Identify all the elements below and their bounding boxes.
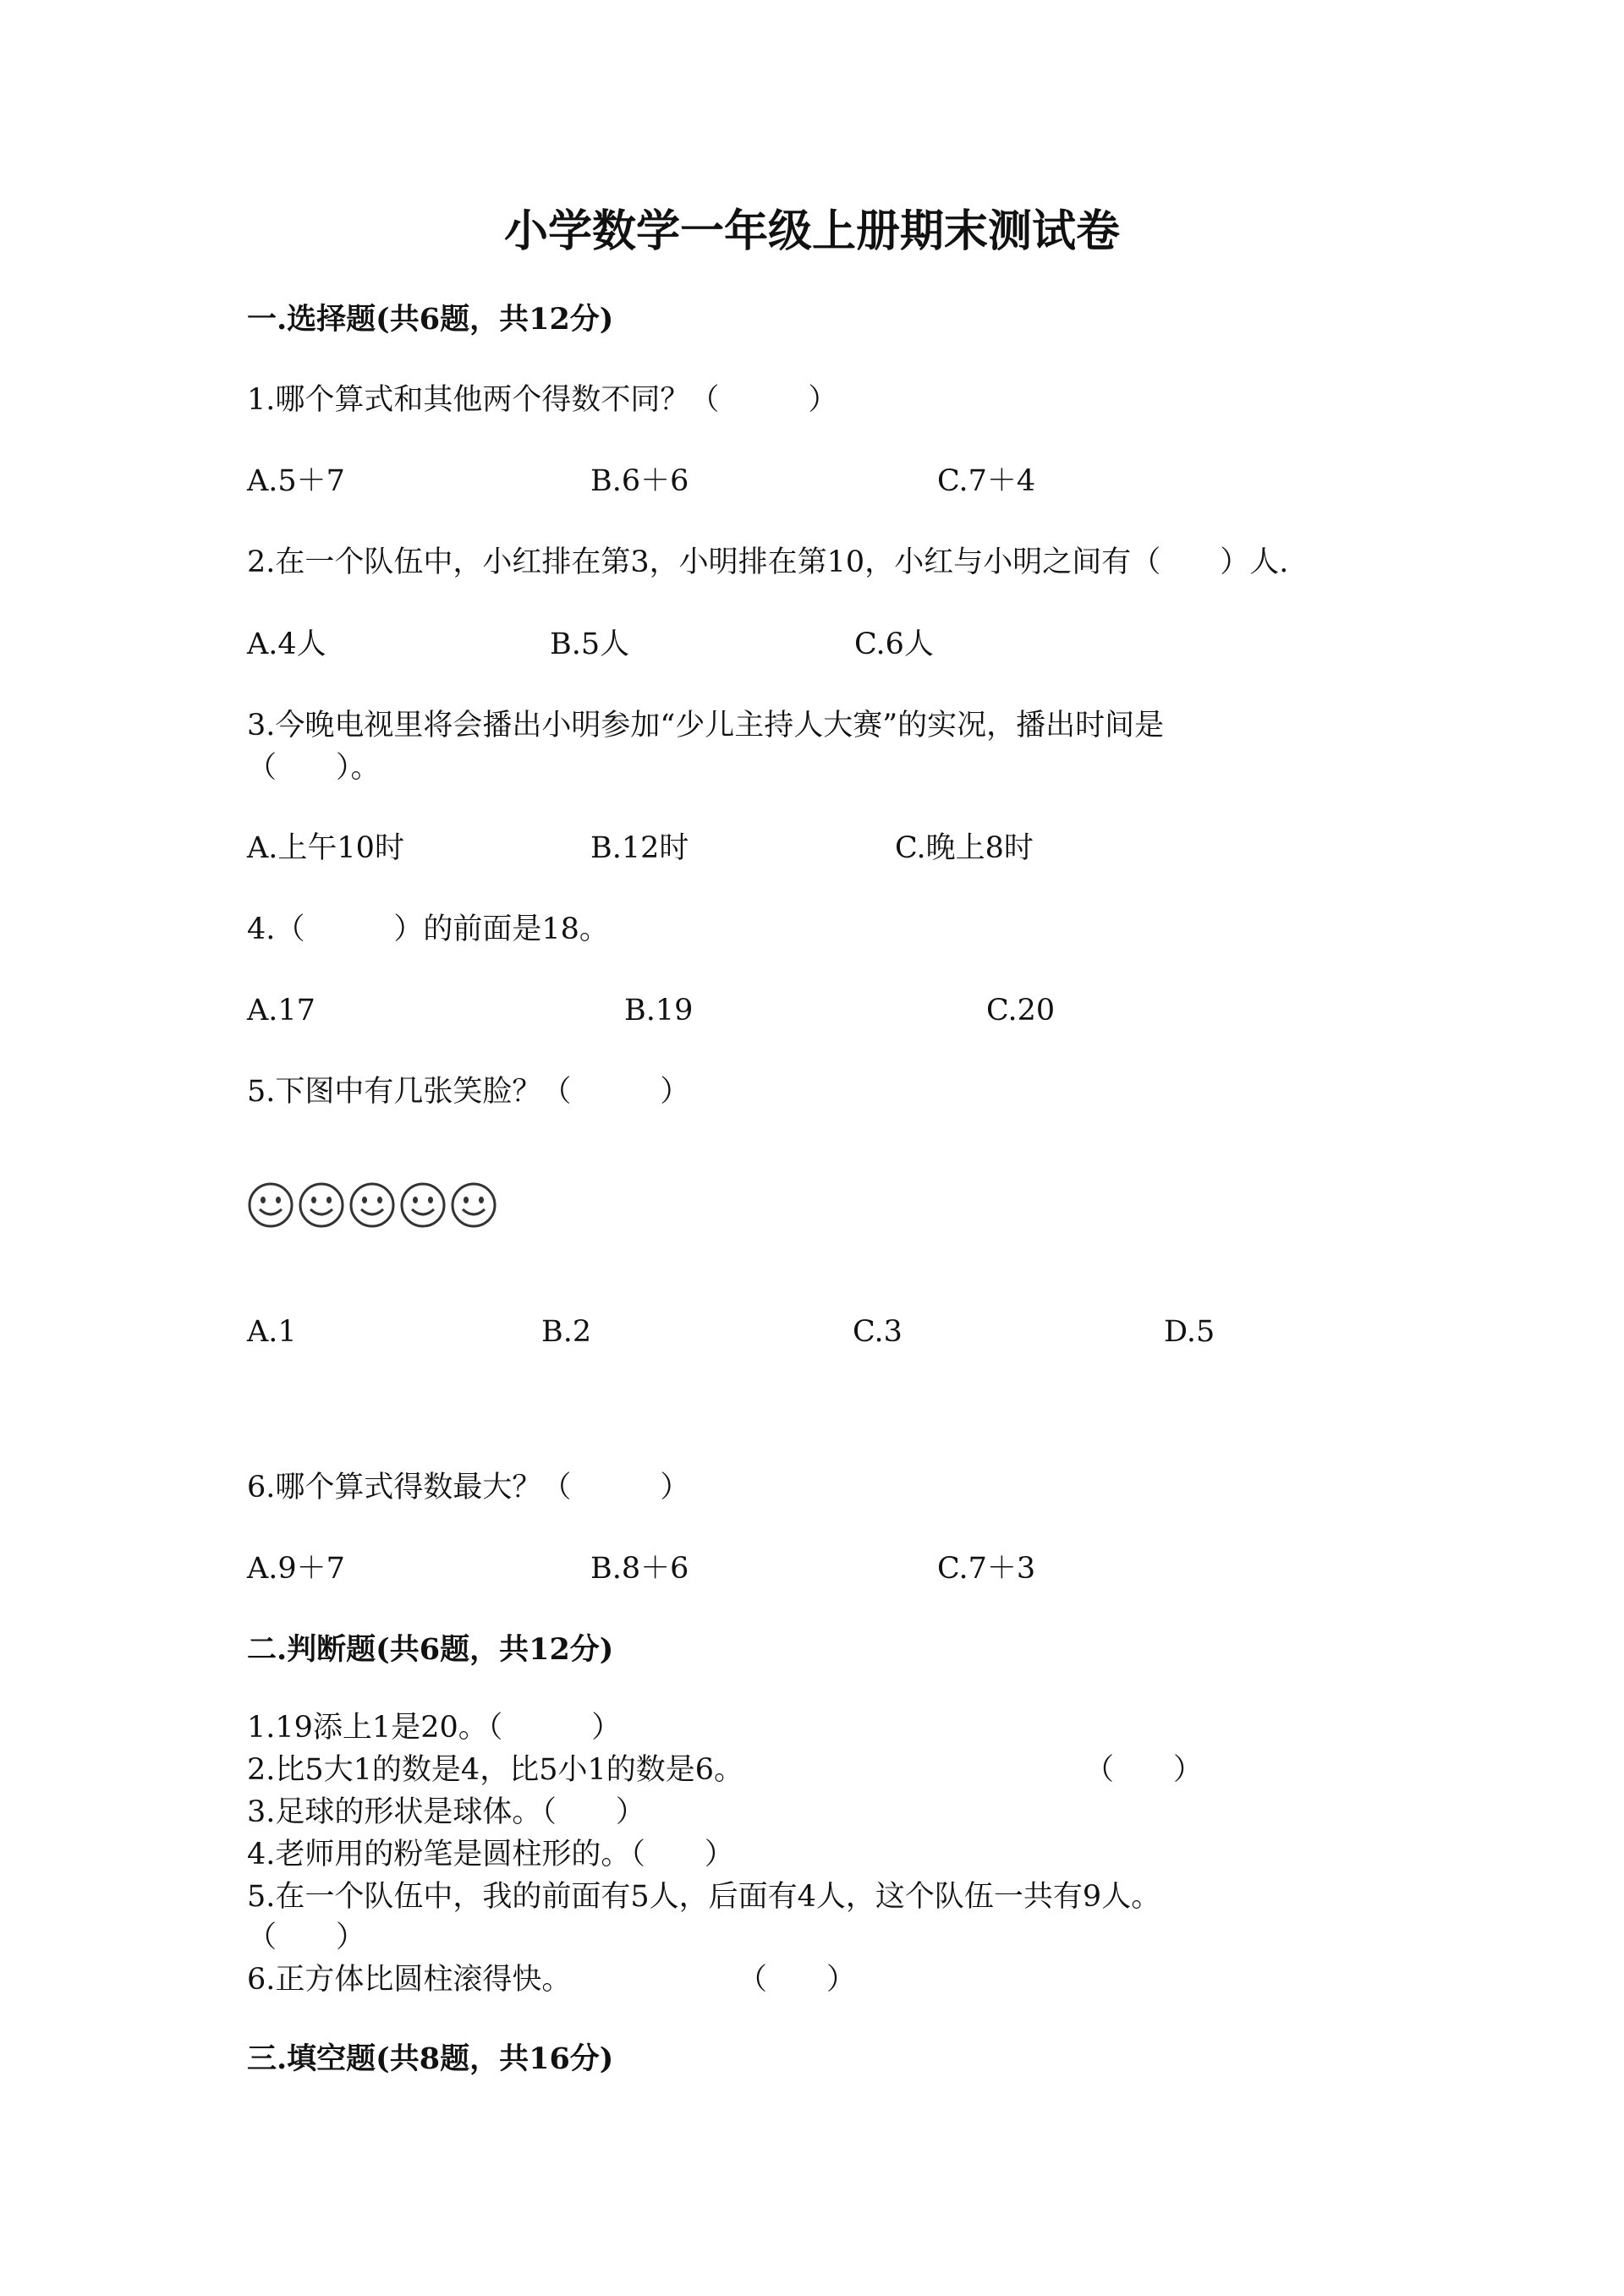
option: D.5: [1164, 1315, 1215, 1349]
option: B.12时: [590, 831, 689, 865]
option: B.2: [541, 1315, 592, 1349]
question-text: 6.正方体比圆柱滚得快。: [247, 1963, 572, 1997]
question-text: 1.19添上1是20。（ ）: [247, 1711, 622, 1745]
question-text: 2.比5大1的数是4，比5小1的数是6。: [247, 1753, 744, 1787]
section-heading-choice: 一.选择题(共6题，共12分): [247, 302, 614, 337]
option: B.19: [624, 994, 694, 1027]
smiley-face-icon: [450, 1181, 497, 1229]
question-text: 4.（ ）的前面是18。: [247, 912, 609, 946]
option: A.4人: [247, 627, 326, 661]
option: C.20: [986, 994, 1056, 1027]
option: A.1: [247, 1315, 297, 1349]
question-text: 2.在一个队伍中，小红排在第3，小明排在第10，小红与小明之间有（ ）人.: [247, 545, 1289, 579]
question-text: 3.今晚电视里将会播出小明参加“少儿主持人大赛”的实况，播出时间是: [247, 709, 1165, 743]
option: B.5人: [550, 627, 630, 661]
section-heading-judge: 二.判断题(共6题，共12分): [247, 1632, 614, 1667]
smiley-face-icon: [399, 1181, 447, 1229]
option: A.5＋7: [247, 464, 345, 498]
answer-blank: （ ）: [738, 1963, 857, 1997]
smiley-face-icon: [348, 1181, 396, 1229]
option: C.6人: [854, 627, 934, 661]
smiley-face-icon: [298, 1181, 345, 1229]
smiley-face-icon: [247, 1181, 294, 1229]
smiley-faces: [247, 1181, 497, 1229]
question-text-continued: （ ）: [247, 1921, 366, 1954]
option: B.6＋6: [590, 464, 689, 498]
question-text-continued: （ ）。: [247, 751, 381, 785]
option: A.9＋7: [247, 1552, 345, 1586]
question-text: 3.足球的形状是球体。（ ）: [247, 1795, 645, 1829]
section-heading-fill: 三.填空题(共8题，共16分): [247, 2041, 614, 2076]
question-text: 1.哪个算式和其他两个得数不同？（ ）: [247, 383, 838, 417]
option: C.7＋4: [937, 464, 1036, 498]
question-text: 6.哪个算式得数最大？（ ）: [247, 1471, 690, 1504]
question-text: 5.下图中有几张笑脸？（ ）: [247, 1075, 690, 1109]
option: B.8＋6: [590, 1552, 689, 1586]
option: C.晚上8时: [895, 831, 1034, 865]
answer-blank: （ ）: [1084, 1753, 1204, 1787]
question-text: 5.在一个队伍中，我的前面有5人，后面有4人，这个队伍一共有9人。: [247, 1880, 1161, 1914]
option: C.7＋3: [937, 1552, 1036, 1586]
option: A.17: [247, 994, 315, 1027]
option: C.3: [853, 1315, 903, 1349]
page-title: 小学数学一年级上册期末测试卷: [503, 205, 1120, 257]
option: A.上午10时: [247, 831, 404, 865]
question-text: 4.老师用的粉笔是圆柱形的。（ ）: [247, 1838, 734, 1871]
